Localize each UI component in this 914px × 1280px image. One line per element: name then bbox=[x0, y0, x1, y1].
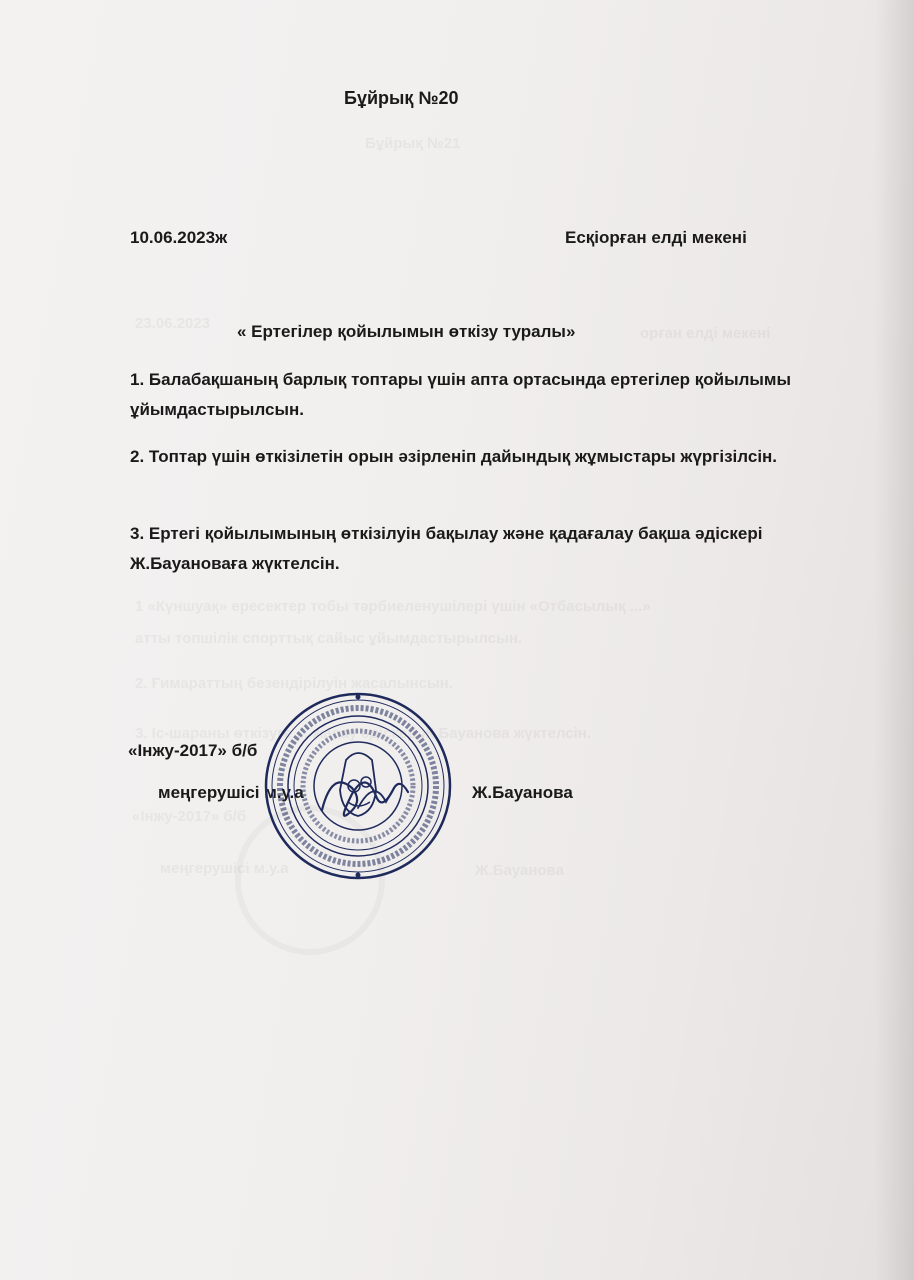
show-through-title: Бұйрық №21 bbox=[365, 135, 461, 152]
document-date: 10.06.2023ж bbox=[130, 228, 228, 247]
show-through-line: «Інжу-2017» б/б bbox=[132, 808, 247, 825]
show-through-line: Ж.Бауанова bbox=[475, 862, 564, 879]
signatory-position: меңгерушісі м.у.а bbox=[158, 783, 304, 802]
show-through-line: 1 «Күншуақ» ересектер тобы тәрбиеленушілері үшін «Отбасылық ...» bbox=[135, 598, 651, 615]
show-through-line: меңгерушісі м.у.а bbox=[160, 860, 289, 877]
document-heading: « Ертегілер қойылымын өткізу туралы» bbox=[237, 322, 576, 341]
show-through-date: 23.06.2023 bbox=[135, 315, 211, 332]
show-through-place: орған елді мекені bbox=[640, 325, 771, 342]
document-place: Есқіорған елді мекені bbox=[565, 228, 747, 247]
show-through-line: 3. Іс-шараны өткізуге ... жасау әдіскер Ж.Бауанова жүктелсін. bbox=[135, 725, 592, 742]
official-stamp-icon bbox=[262, 690, 454, 882]
order-item-1: 1. Балабақшаның барлық топтары үшін апта ортасында ертегілер қойылымы ұйымдастырылсын. bbox=[130, 370, 792, 419]
show-through-line: 2. Ғимараттың безендірілуін жасалынсын. bbox=[135, 675, 454, 692]
order-item-2: 2. Топтар үшін өткізілетін орын әзірленіп дайындық жұмыстары жүргізілсін. bbox=[130, 447, 778, 466]
organization-name: «Інжу-2017» б/б bbox=[128, 741, 258, 760]
show-through-line: атты топшілік спорттық сайыс ұйымдастырылсын. bbox=[135, 630, 523, 647]
order-item-3: 3. Ертегі қойылымының өткізілуін бақылау және қадағалау бақша әдіскері Ж.Бауановаға жүктелсін. bbox=[130, 524, 763, 573]
signatory-name: Ж.Бауанова bbox=[472, 783, 573, 802]
page-edge-shadow bbox=[874, 0, 914, 1280]
document-title: Бұйрық №20 bbox=[344, 88, 459, 108]
